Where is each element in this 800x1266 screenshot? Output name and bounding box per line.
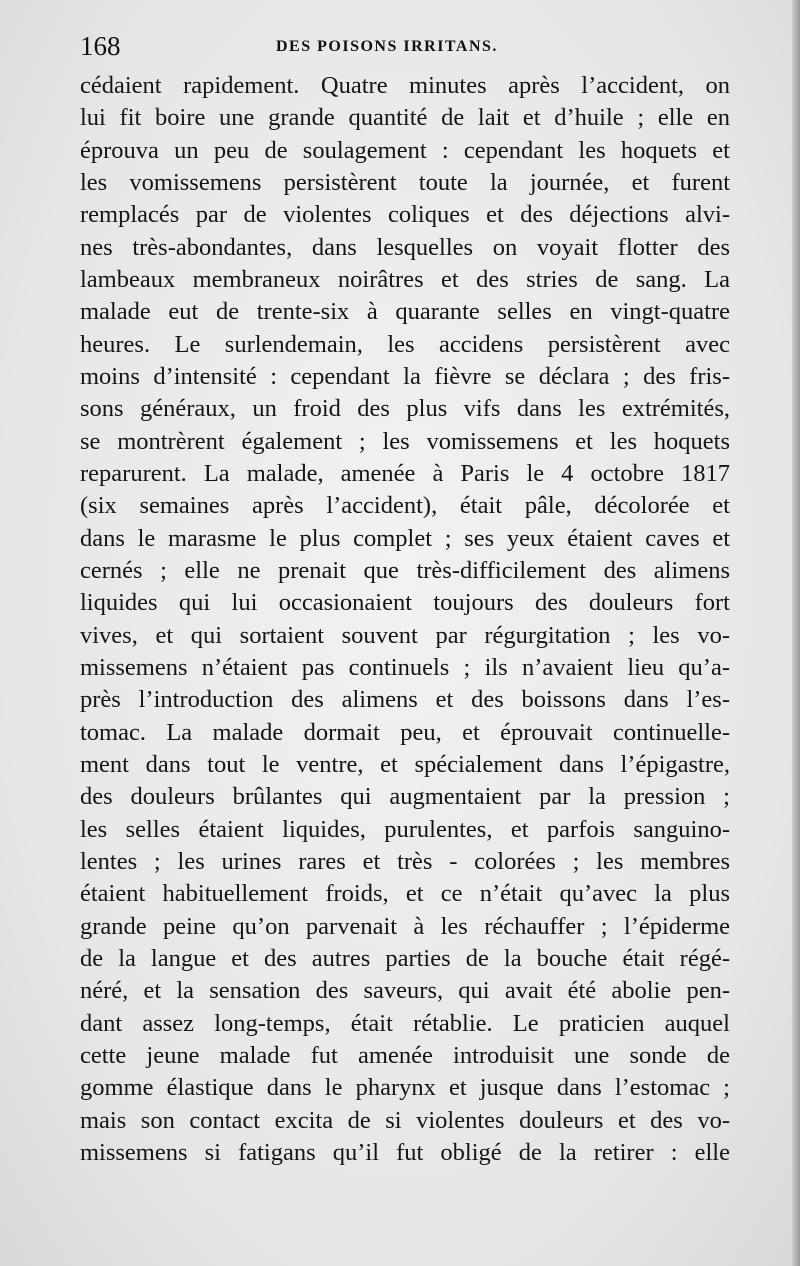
text-line: missemens n’étaient pas continuels ; ils n’avaient lieu qu’a-: [80, 653, 730, 681]
text-line: sons généraux, un froid des plus vifs dans les extrémités,: [80, 395, 730, 423]
text-line: mais son contact excita de si violentes douleurs et des vo-: [80, 1106, 730, 1134]
text-line: dant assez long-temps, était rétablie. Le praticien auquel: [80, 1009, 730, 1037]
page-edge-shadow: [792, 0, 800, 1266]
text-line: heures. Le surlendemain, les accidens persistèrent avec: [80, 330, 730, 358]
text-line: se montrèrent également ; les vomissemens et les hoquets: [80, 427, 730, 455]
text-line: remplacés par de violentes coliques et des déjections alvi-: [80, 201, 730, 229]
text-line: lui fit boire une grande quantité de lait et d’huile ; elle en: [80, 104, 730, 132]
page-header: [80, 30, 740, 62]
text-line: près l’introduction des alimens et des boissons dans l’es-: [80, 686, 730, 714]
text-line: cette jeune malade fut amenée introduisit une sonde de: [80, 1041, 730, 1069]
text-line: des douleurs brûlantes qui augmentaient par la pression ;: [80, 783, 730, 811]
text-line: cédaient rapidement. Quatre minutes après l’accident, on: [80, 72, 730, 99]
text-line: missemens si fatigans qu’il fut obligé de la retirer : elle: [80, 1138, 730, 1166]
text-line: moins d’intensité : cependant la fièvre se déclara ; des fris-: [80, 362, 730, 390]
text-line: de la langue et des autres parties de la bouche était régé-: [80, 944, 730, 972]
text-line: reparurent. La malade, amenée à Paris le 4 octobre 1817: [80, 459, 730, 487]
text-line: malade eut de trente-six à quarante selles en vingt-quatre: [80, 298, 730, 326]
text-line: nes très-abondantes, dans lesquelles on voyait flotter des: [80, 233, 730, 261]
text-line: grande peine qu’on parvenait à les réchauffer ; l’épiderme: [80, 912, 730, 940]
text-line: les vomissemens persistèrent toute la journée, et furent: [80, 168, 730, 196]
text-line: lambeaux membraneux noirâtres et des stries de sang. La: [80, 265, 730, 293]
text-line: tomac. La malade dormait peu, et éprouvait continuelle-: [80, 718, 730, 746]
page-number: 168: [80, 31, 121, 61]
text-line: (six semaines après l’accident), était pâle, décolorée et: [80, 492, 730, 520]
text-line: cernés ; elle ne prenait que très-difficilement des alimens: [80, 556, 730, 584]
text-line: lentes ; les urines rares et très - colorées ; les membres: [80, 847, 730, 875]
text-line: vives, et qui sortaient souvent par régurgitation ; les vo-: [80, 621, 730, 649]
text-line: dans le marasme le plus complet ; ses yeux étaient caves et: [80, 524, 730, 552]
text-line: gomme élastique dans le pharynx et jusque dans l’estomac ;: [80, 1074, 730, 1102]
body-text: [80, 70, 730, 1169]
text-line: néré, et la sensation des saveurs, qui avait été abolie pen-: [80, 977, 730, 1005]
text-line: les selles étaient liquides, purulentes, et parfois sanguino-: [80, 815, 730, 843]
text-line: étaient habituellement froids, et ce n’était qu’avec la plus: [80, 880, 730, 908]
running-head: DES POISONS IRRITANS.: [276, 38, 498, 55]
text-line: éprouva un peu de soulagement : cependant les hoquets et: [80, 136, 730, 164]
text-line: liquides qui lui occasionaient toujours des douleurs fort: [80, 589, 730, 617]
text-line: ment dans tout le ventre, et spécialement dans l’épigastre,: [80, 750, 730, 778]
